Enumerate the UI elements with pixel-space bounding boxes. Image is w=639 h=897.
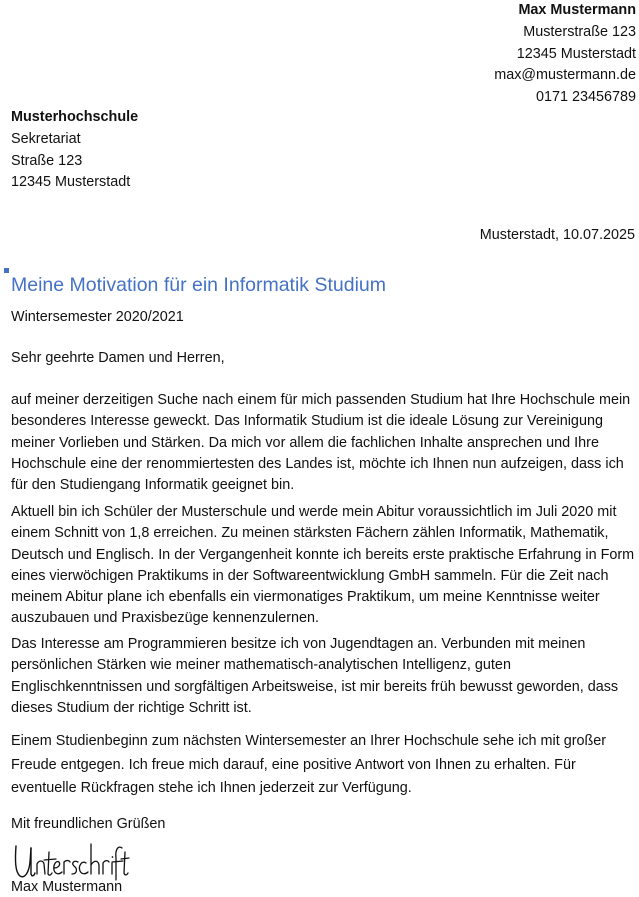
- sender-name: Max Mustermann: [518, 2, 636, 18]
- sender-city: 12345 Musterstadt: [516, 45, 636, 62]
- paragraph-outlook: Einem Studienbeginn zum nächsten Wintersemester an Ihrer Hochschule sehe ich mit großer Freude entgegen. Ich freue mich darauf, eine positive Antwort von Ihnen zu erhalten. Für eventuelle Rückfragen stehe ich Ihnen jederzeit zur Verfügung.: [11, 733, 607, 796]
- salutation: Sehr geehrte Damen und Herren,: [11, 350, 225, 366]
- sender-address: [494, 0, 636, 109]
- paragraph-interest: Das Interesse am Programmieren besitze ich von Jugendtagen an. Verbunden mit meinen persönlichen Stärken wie meiner mathematisch-analytischen Intelligenz, guten Englischkenntnissen und sorgfältigen Arbeitsweise, ist mir bereits früh bewusst geworden, dass dieses Studium der richtige Schritt ist.: [11, 636, 619, 716]
- closing: Mit freundlichen Grüßen: [11, 816, 166, 832]
- handwritten-signature: [12, 840, 130, 882]
- letter-date: Musterstadt, 10.07.2025: [479, 227, 635, 243]
- paragraph-intro: auf meiner derzeitigen Suche nach einem für mich passenden Studium hat Ihre Hochschule mein besonderes Interesse geweckt. Das Informatik Studium ist die ideale Lösung zur Vereinigung meiner Vorlieben und Stärken. Da mich vor allem die fachlichen Inhalte ansprechen und Ihre Hochschule eine der renommiertesten des Landes ist, möchte ich Ihnen nun aufzeigen, dass ich für den Studiengang Informatik geeignet bin.: [11, 392, 631, 494]
- letter-subtitle: Wintersemester 2020/2021: [11, 309, 184, 325]
- paragraph-background: Aktuell bin ich Schüler der Musterschule und werde mein Abitur voraussichtlich im Juli 2020 mit einem Schnitt von 1,8 erreichen. Zu meinen stärksten Fächern zählen Informatik, Mathematik, Deutsch und Englisch. In der Vergangenheit konnte ich bereits erste praktische Erfahrung in Form eines vierwöchigen Praktikums in der Softwareentwicklung GmbH sammeln. Für die Zeit nach meinem Abitur plane ich ebenfalls ein viermonatiges Praktikum, um meine Kenntnisse weiter auszubauen und Praxisbezüge kennenzulernen.: [11, 504, 635, 627]
- letter-title: Meine Motivation für ein Informatik Studium: [11, 274, 386, 296]
- recipient-street: Straße 123: [11, 152, 83, 169]
- sender-phone: 0171 23456789: [535, 89, 636, 106]
- recipient-department: Sekretariat: [11, 130, 81, 147]
- recipient-city: 12345 Musterstadt: [11, 174, 131, 191]
- recipient-name: Musterhochschule: [11, 109, 139, 125]
- sender-email: max@mustermann.de: [494, 67, 636, 84]
- title-marker: [4, 268, 9, 273]
- sender-street: Musterstraße 123: [523, 23, 636, 40]
- recipient-address: [11, 107, 138, 194]
- signature-name: Max Mustermann: [11, 879, 123, 895]
